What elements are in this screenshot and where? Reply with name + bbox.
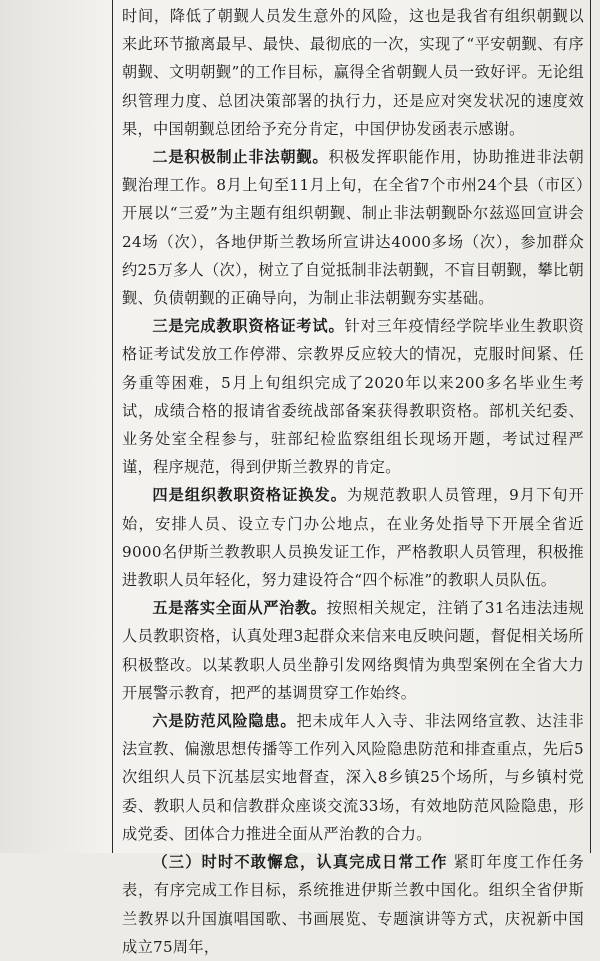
paragraph-qualification-exam xyxy=(122,312,584,481)
paragraph-text: 积极发挥职能作用，协助推进非法朝觐治理工作。8月上旬至11月上旬，在全省7个市州24个县（市区）开展以“三爱”为主题有组织朝觐、制止非法朝觐卧尔兹巡回宣讲会24场（次），各地伊斯兰教场所宣讲达4000多场（次），参加群众约25万多人（次），树立了自觉抵制非法朝觐，不盲目朝觐，攀比朝觐、负债朝觐的正确导向，为制止非法朝觐夯实基础。 xyxy=(122,148,584,308)
paragraph-heading: 五是落实全面从严治教。 xyxy=(152,599,327,618)
paragraph-heading: 六是防范风险隐患。 xyxy=(152,712,297,731)
paragraph-risk-prevention xyxy=(122,707,584,848)
paragraph-heading: 四是组织教职资格证换发。 xyxy=(152,486,347,505)
paragraph-text: 时间，降低了朝觐人员发生意外的风险，这也是我省有组织朝觐以来此环节撤离最早、最快、最彻底的一次，实现了“平安朝觐、有序朝觐、文明朝觐”的工作目标，赢得全省朝觐人员一致好评。无论组织管理力度、总团决策部署的执行力，还是应对突发状况的速度效果，中国朝觐总团给予充分肯定，中国伊协发函表示感谢。 xyxy=(122,7,584,138)
table-border-right xyxy=(590,0,591,853)
paragraph-text: 把未成年人入寺、非法网络宣教、达洼非法宣教、偏激思想传播等工作列入风险隐患防范和排查重点，先后5次组织人员下沉基层实地督查，深入8乡镇25个场所，与乡镇村党委、教职人员和信教群众座谈交流33场，有效地防范风险隐患，形成党委、团体合力推进全面从严治教的合力。 xyxy=(122,712,584,843)
table-border-left xyxy=(112,0,113,853)
paragraph-heading: 二是积极制止非法朝觐。 xyxy=(152,148,329,167)
paragraph-text: 为规范教职人员管理，9月下旬开始，安排人员、设立专门办公地点，在业务处指导下开展全省近9000名伊斯兰教教职人员换发证工作，严格教职人员管理，积极推进教职人员年轻化，努力建设符合“四个标准”的教职人员队伍。 xyxy=(122,486,584,590)
paragraph-continuation xyxy=(122,2,584,143)
paragraph-strict-governance xyxy=(122,594,584,707)
paragraph-heading: 三是完成教职资格证考试。 xyxy=(152,317,345,336)
paragraph-text: 针对三年疫情经学院毕业生教职资格证考试发放工作停滞、宗教界反应较大的情况，克服时间紧、任务重等困难，5月上旬组织完成了2020年以来200多名毕业生考试，成绩合格的报请省委统战部备案获得教职资格。部机关纪委、业务处室全程参与，驻部纪检监察组组长现场开题，考试过程严谨，程序规范，得到伊斯兰教界的肯定。 xyxy=(122,317,585,477)
paragraph-text: 紧盯年度工作任务表，有序完成工作目标，系统推进伊斯兰教中国化。组织全省伊斯兰教界以升国旗唱国歌、书画展览、专题演讲等方式，庆祝新中国成立75周年， xyxy=(122,853,584,956)
paragraph-illegal-pilgrimage xyxy=(122,143,584,312)
section-heading: （三）时时不敢懈怠，认真完成日常工作 xyxy=(152,853,448,872)
paragraph-daily-work xyxy=(122,848,584,961)
paragraph-certificate-renewal xyxy=(122,481,584,594)
paragraph-text: 按照相关规定，注销了31名违法违规人员教职资格，认真处理3起群众来信来电反映问题，督促相关场所积极整改。以某教职人员坐静引发网络舆情为典型案例在全省大力开展警示教育，把严的基调贯穿工作始终。 xyxy=(122,599,584,702)
document-body xyxy=(122,2,584,961)
